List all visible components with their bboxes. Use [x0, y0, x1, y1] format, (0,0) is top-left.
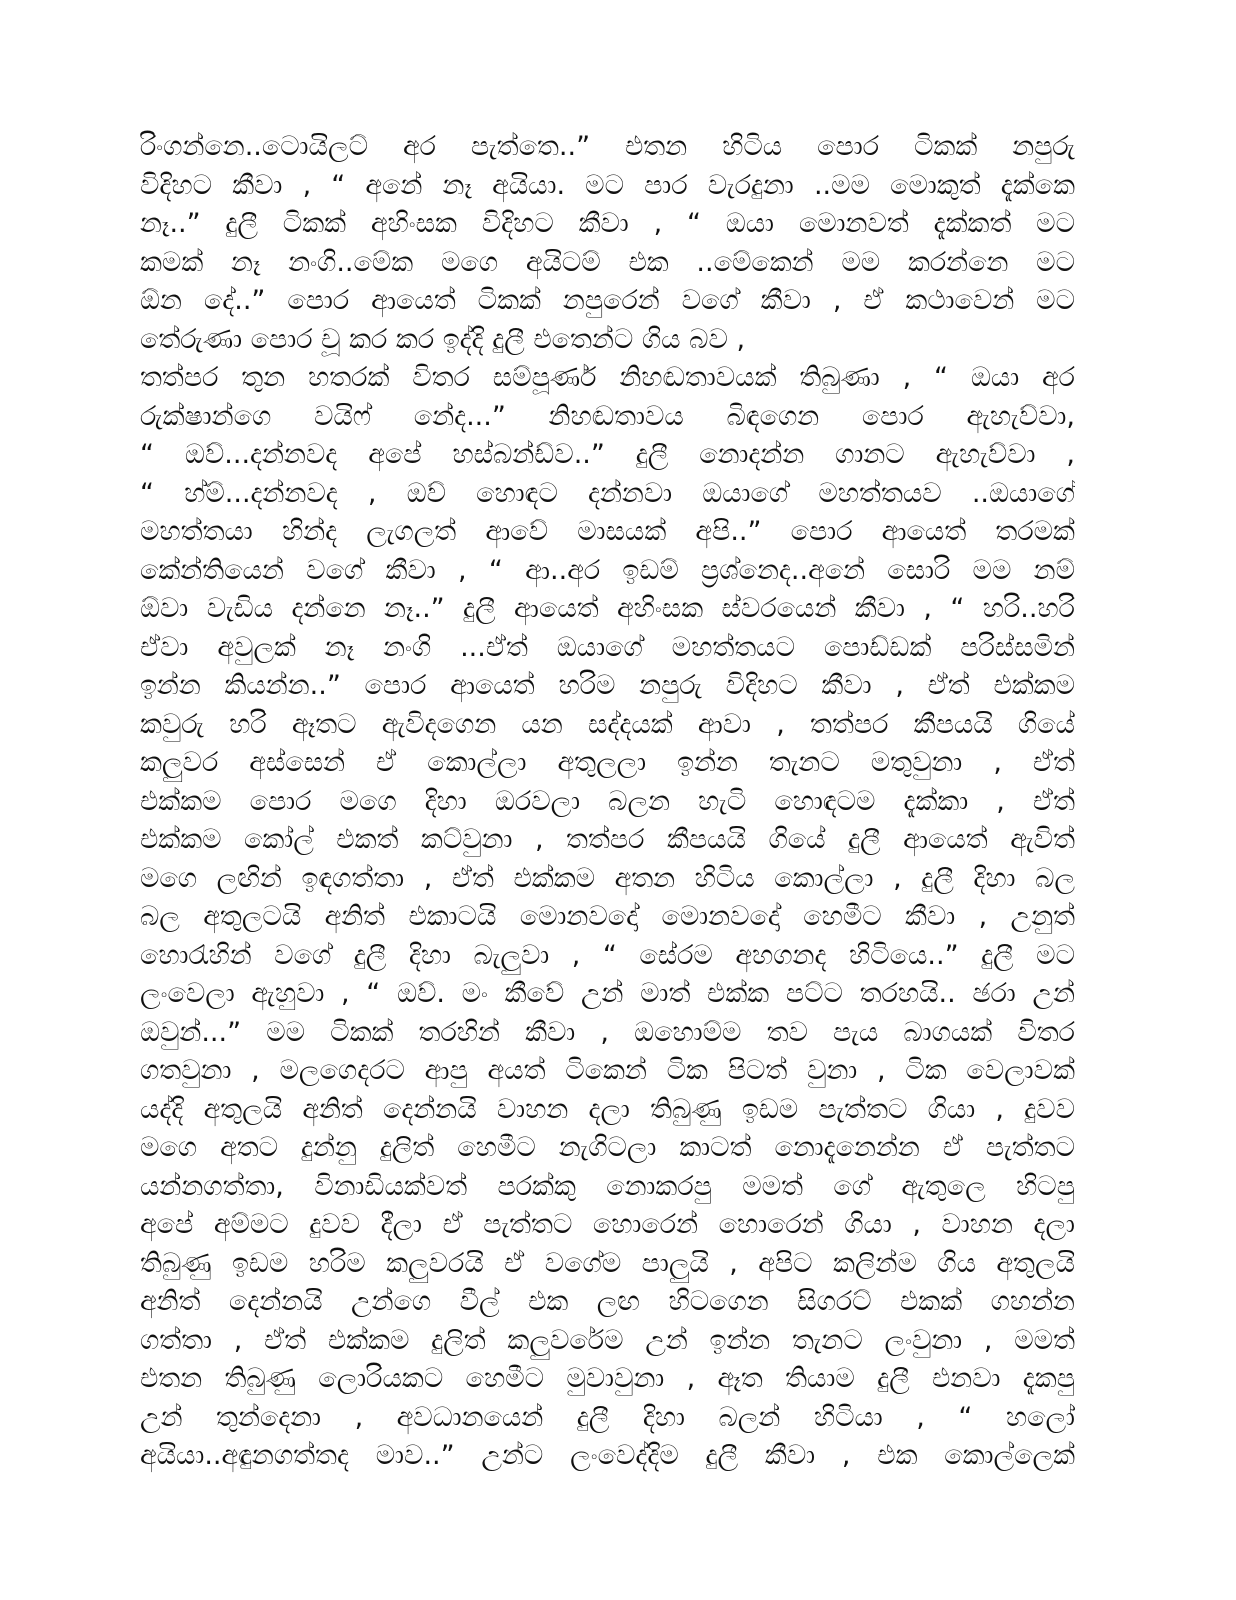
text-line: කමක් නෑ නංගි..මේක මගෙ අයිටම් එක ..මේකෙන් මම කරන්නෙ මට — [140, 246, 1075, 278]
text-line: ඕවා වැඩිය දන්නෙ නෑ..” දුලී ආයෙත් අහිංසක ස්වරයෙන් කීවා , “ හරි..හරි — [140, 593, 1075, 624]
text-line: කවුරු හරි ඈතට ඇවිදගෙන යන සද්දයක් ආවා , තත්පර කීපයයි ගියේ — [140, 708, 1075, 740]
text-line: ලංවෙලා ඇහුවා , “ ඔව්. මං කීවේ උන් මාත් එක්ක පට්ට තරහයි.. ඡරා උන් — [140, 978, 1075, 1009]
text-line: ඕන දේ..” පොර ආයෙත් ටිකක් නපුරෙන් වගේ කීවා , ඒ කථාවෙන් මට — [140, 285, 1075, 316]
text-line: කලුවර අස්සෙන් ඒ කොල්ලා අතුලලා ඉන්න තැනට මතුවුනා , ඒත් — [140, 747, 1075, 778]
document-page — [140, 128, 1075, 1476]
text-line: යන්නගත්තා, විනාඩියක්වත් පරක්කු නොකරපු මමත් ගේ ඇතුලෙ හිටපු — [140, 1170, 1075, 1202]
text-line: එක්කම කෝල් එකත් කට්වුනා , තත්පර කීපයයි ගියේ දුලී ආයෙත් ඇවිත් — [140, 824, 1075, 855]
text-line: නෑ..” දුලී ටිකක් අහිංසක විදිහට කීවා , “ ඔයා මොනවත් දැක්කත් මට — [140, 208, 1075, 239]
text-line: කේන්තියෙන් වගේ කීවා , “ ආ..අර ඉඩම් ප්‍රශ්නෙද..අනේ සොරි මම නම් — [140, 554, 1075, 586]
text-line: මගෙ අතට දුන්නු දුලිත් හෙමීට නැගිටලා කාටත් නොදැනෙන්න ඒ පැත්තට — [140, 1132, 1075, 1163]
text-line: රුක්ෂාන්ගෙ වයිෆ් නේද...” නිහඬතාවය බිඳගෙන පොර ඇහැව්වා, — [140, 400, 1075, 432]
text-line: මහත්තයා හින්ද ලැගලත් ආවේ මාසයක් අපි..” පොර ආයෙත් තරමක් — [140, 516, 1075, 547]
text-line: අයියා..අඳුනගත්තද මාව..” උන්ට ලංවෙද්දිම දුලී කීවා , එක කොල්ලෙක් — [140, 1440, 1075, 1471]
text-line: උන් තුන්දෙනා , අවධානයෙන් දුලී දිහා බලන් හිටියා , “ හලෝ — [140, 1401, 1075, 1433]
text-line: අනිත් දෙන්නයි උන්ගෙ වීල් එක ලඟ හිටගෙන සිගරට් එකක් ගහන්න — [140, 1286, 1075, 1317]
text-line: එක්කම පොර මගෙ දිහා ඔරවලා බලන හැටි හොඳටම දැක්කා , ඒත් — [140, 785, 1075, 817]
text-line: ගතවුනා , මලගෙදරට ආපු අයත් ටිකෙන් ටික පිටත් වුනා , ටික වෙලාවක් — [140, 1055, 1075, 1086]
text-line: යද්දි අතුලයි අනිත් දෙන්නයි වාහන දලා තිබුණු ඉඩම පැත්තට ගියා , දුවව — [140, 1093, 1075, 1125]
text-line: බල අතුලටයි අනිත් එකාටයි මොනවදෝ මොනවදෝ හෙමීට කීවා , උනුත් — [140, 901, 1075, 932]
text-line: හොරැහින් වගේ දුලී දිහා බැලුවා , “ සේරම අහගනද හිටියෙ..” දුලී මට — [140, 939, 1075, 971]
text-line: විදිහට කීවා , “ අනේ නෑ අයියා. මට පාර වැරදුනා ..මම මොකුත් දැක්කෙ — [140, 169, 1075, 201]
text-line: ගත්තා , ඒත් එක්කම දුලිත් කලුවරේම උන් ඉන්න තැනට ලංවුනා , මමත් — [140, 1324, 1075, 1356]
text-line: එතන තිබුණු ලොරියකට හෙමීට මුවාවුනා , ඈත තියාම දුලී එනවා දැකපු — [140, 1363, 1075, 1394]
text-line: තත්පර තුන හතරක් විතර සම්පූර්ණ නිහඬතාවයක් තිබුණා , “ ඔයා අර — [140, 362, 1075, 393]
text-line: තේරුණා පොර චූ කර කර ඉද්දි දුලී එතෙන්ට ගිය බව , — [140, 323, 746, 355]
text-line: ඉන්න කියන්න..” පොර ආයෙත් හරිම නපුරු විදිහට කීවා , ඒත් එක්කම — [140, 670, 1075, 701]
text-line: ඔවුන්...” මම ටිකක් තරහින් කීවා , ඔහොම්ම තව පැය බාගයක් විතර — [140, 1016, 1075, 1048]
text-line: අපේ අම්මට දුවව දීලා ඒ පැත්තට හොරෙන් හොරෙන් ගියා , වාහන දලා — [140, 1209, 1075, 1240]
text-line: රිංගන්නෙ..ටොයිලට් අර පැත්තෙ..” එතන හිටිය පොර ටිකක් නපුරු — [140, 131, 1075, 162]
text-line: “ ඔව්...දන්නවද අපේ හස්බන්ඩ්ව..” දුලී නොදන්න ගානට ඇහැව්වා , — [140, 439, 1075, 470]
text-line: ඒවා අවුලක් නෑ නංගි ...ඒත් ඔයාගේ මහත්තයට පොඩ්ඩක් පරිස්සමින් — [140, 631, 1075, 663]
text-line: මගෙ ලඟින් ඉඳගත්තා , ඒත් එක්කම අතන හිටිය කොල්ලා , දුලී දිහා බල — [140, 862, 1075, 894]
text-line: තිබුණු ඉඩම හරිම කලුවරයි ඒ වගේම පාලුයි , අපිට කලින්ම ගිය අතුලයි — [140, 1247, 1075, 1279]
text-line: “ හ්ම්...දන්නවද , ඔව් හොඳට දන්නවා ඔයාගේ මහත්තයව ..ඔයාගේ — [140, 477, 1075, 509]
